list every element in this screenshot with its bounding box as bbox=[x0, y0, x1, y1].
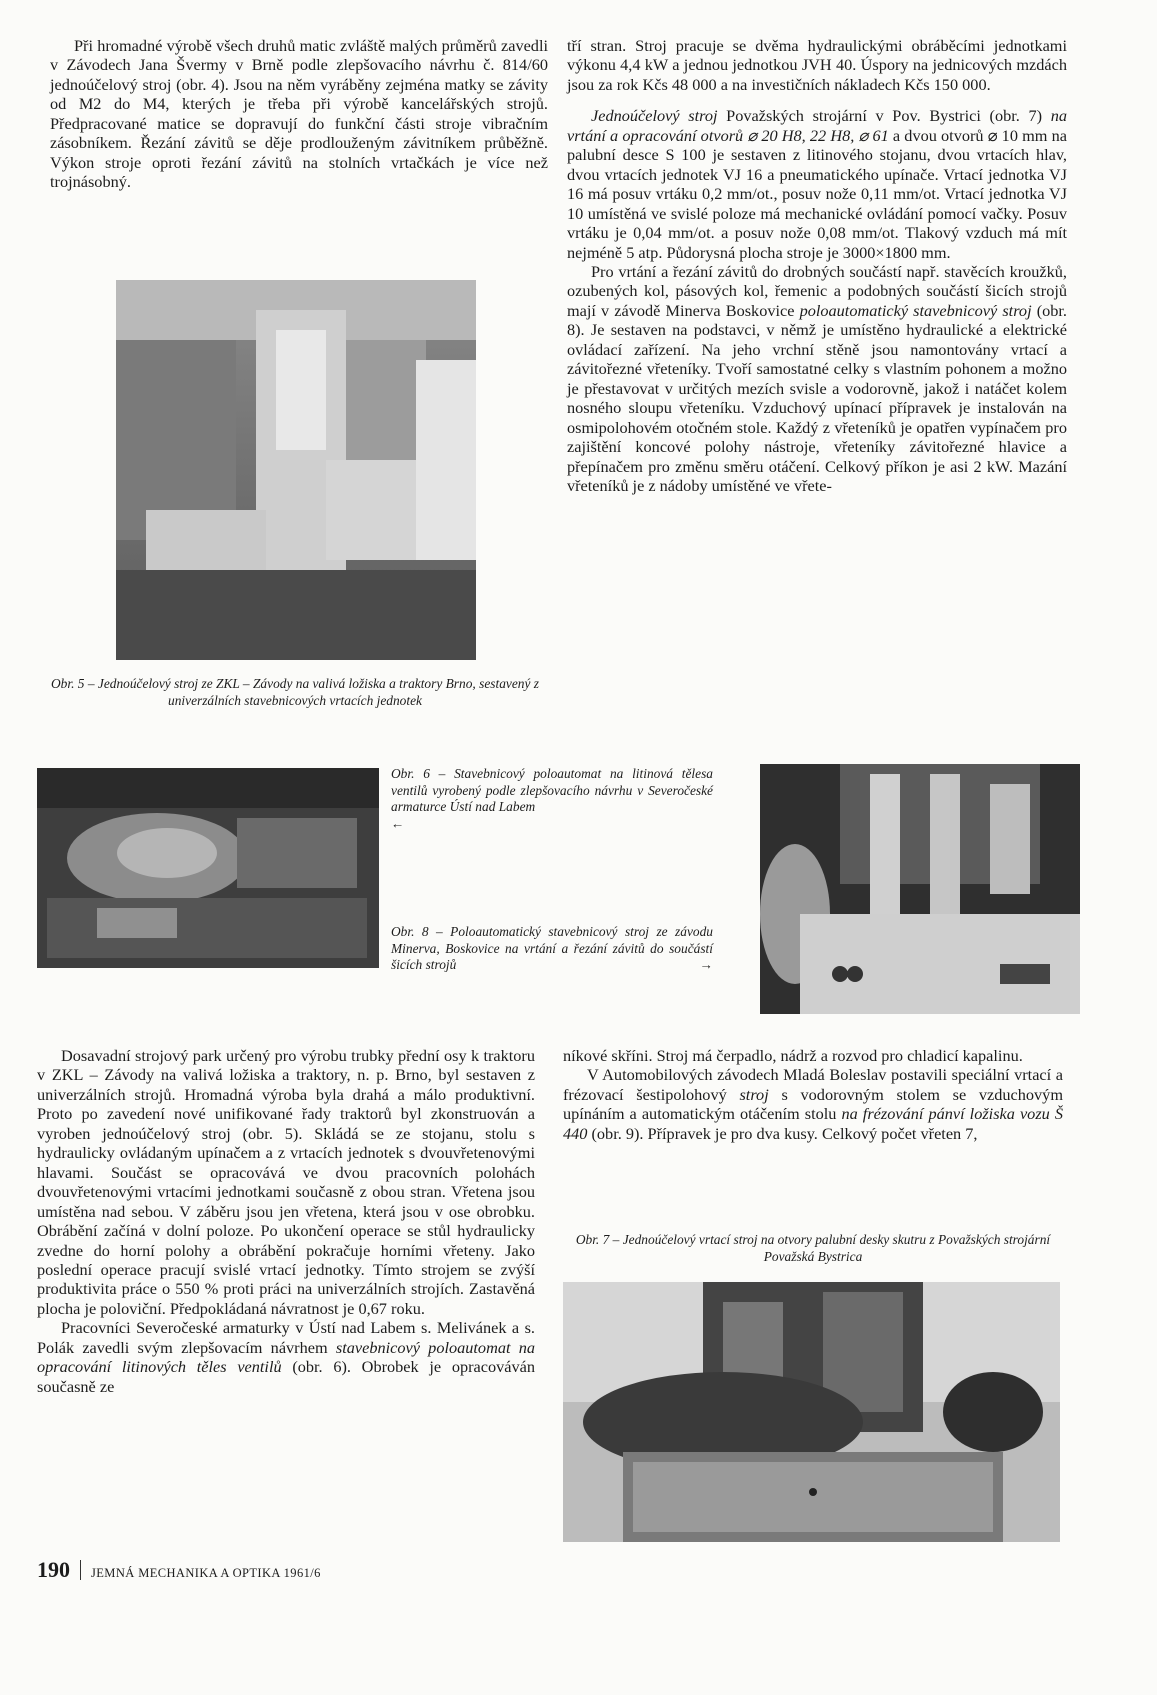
text-run: V Automobilových závodech Mladá Boleslav postavili speciální vrtací a frézovací šestipolohový bbox=[563, 1065, 1063, 1104]
paragraph: Dosavadní strojový park určený pro výrobu trubky přední osy k traktoru v ZKL – Závody na valivá ložiska a traktory, n. p. Brno, byl sestaven z univerzálních strojů. Hromadná výroba byla drahá a málo produktivní. Proto po zavedení nové unifikované řady traktorů byl zkonstruován a vyroben jednoúčelový stroj (obr. 5). Skládá se ze stojanu, stolu s hydraulicky ovládaným upínačem a z vrtacích jednotek s dvouvřetenovými hlavami. Součást se opracovává ve dvou pracovních polohách dvouvřetenovými vrtacími jednotkami současně z obou stran. Vřetena jsou umístěna nad sebou. V záběru jsou jen vřetena, která jsou v ose obrobku. Obrábění začíná v dolní poloze. Po ukončení operace se stůl hydraulicky zvedne do horní polohy a obrábění pokračuje horními vřeteny. Jako poslední operace pracují svislé vrtací jednotky. Tímto strojem se zvýší produktivita práce o 550 % proti práci na univerzálních strojích. Zastavěná plocha je poloviční. Předpokládaná návratnost je 0,67 roku. bbox=[37, 1046, 535, 1318]
paragraph bbox=[563, 1065, 1063, 1143]
text-run: Považských strojární v Pov. Bystrici (obr. 7) bbox=[717, 106, 1051, 126]
paragraph bbox=[37, 1318, 535, 1396]
emphasis: poloautomatický stavebnicový stroj bbox=[799, 300, 1032, 320]
text-run: (obr. 9). Přípravek je pro dva kusy. Celkový počet vřeten 7, bbox=[587, 1123, 978, 1143]
figure-6-caption bbox=[391, 766, 713, 832]
caption-text: Obr. 8 – Poloautomatický stavebnicový stroj ze závodu Minerva, Boskovice na vrtání a řezání závitů do součástí šicích strojů bbox=[391, 924, 713, 972]
text-run: Pracovníci Severočeské armaturky v Ústí nad Labem s. Melivánek a s. Polák zavedli svým zlepšovacím návrhem bbox=[37, 1318, 535, 1357]
footer-divider bbox=[80, 1560, 81, 1580]
paragraph: níkové skříni. Stroj má čerpadlo, nádrž a rozvod pro chladicí kapalinu. bbox=[563, 1046, 1023, 1065]
paragraph: tří stran. Stroj pracuje se dvěma hydraulickými obráběcími jednotkami výkonu 4,4 kW a jednou jednotkou JVH 40. Úspory na jednicových mzdách jsou za rok Kčs 48 000 a na investičních nákladech Kčs 150 000. bbox=[567, 36, 1067, 94]
figure-5-caption: Obr. 5 – Jednoúčelový stroj ze ZKL – Závody na valivá ložiska a traktory Brno, sestavený z univerzálních stavebnicových vrtacích jednotek bbox=[51, 676, 539, 708]
emphasis: stroj bbox=[739, 1084, 769, 1104]
column-right-top bbox=[567, 36, 1067, 495]
paragraph bbox=[567, 106, 1067, 262]
text-run: Pro vrtání a řezání závitů do drobných součástí např. stavěcích kroužků, ozubených kol, pásových kol, řemenic a podobných součástí šicích strojů mají v závodě Minerva Boskovice bbox=[567, 261, 1067, 320]
journal-title: JEMNÁ MECHANIKA A OPTIKA 1961/6 bbox=[91, 1566, 321, 1580]
page-number: 190 bbox=[37, 1557, 70, 1582]
figure-7-photo bbox=[563, 1282, 1060, 1542]
emphasis: na vrtání a opracování otvorů ⌀ 20 H8, 22 H8, ⌀ 61 bbox=[567, 106, 1067, 145]
paragraph bbox=[567, 262, 1067, 495]
text-run: s vodorovným stolem se vzduchovým upínáním a automatickým otáčením stolu bbox=[563, 1084, 1063, 1124]
paragraph: Při hromadné výrobě všech druhů matic zvláště malých průměrů zavedli v Závodech Jana Švermy v Brně podle zlepšovacího návrhu č. 814/60 jednoúčelový stroj (obr. 4). Jsou na něm vyráběny zejména matky se závity od M2 do M4, kterých je třeba při výrobě kancelářských strojů. Předpracované matice se dopravují do funkční části stroje vibračním zásobníkem. Řezání závitů se děje prodlouženým závitníkem průběžně. Výkon stroje oproti řezání závitů na stolních vrtačkách je více než trojnásobný. bbox=[50, 36, 548, 192]
text-run: (obr. 8). Je sestaven na podstavci, v němž je umístěno hydraulické a elektrické ovládací zařízení. Na jeho vrchní stěně jsou namontovány vrtací a závitořezné vřeteníky. Tvoří samostatné celky s vlastním pohonem a možno je přestavovat v určitých mezích svisle a vodorovně, jakož i natáčet kolem nosného sloupu vřeteníku. Vzduchový upínací přípravek je instalován na osmipolohovém otočném stole. Každý z vřeteníků je opatřen vypínačem pro zajištění koncové polohy nástroje, vřeteníky závitořezné hlavice a přepínačem pro změnu směru otáčení. Celkový příkon je asi 2 kW. Mazání vřeteníků je z nádoby umístěné ve vřete- bbox=[567, 300, 1068, 495]
emphasis: na frézování pánví ložiska vozu Š 440 bbox=[563, 1104, 1063, 1143]
text-run: a dvou otvorů ⌀ 10 mm na palubní desce S 100 je sestaven z litinového stojanu, dvou vrtacích hlav, dvou vrtacích jednotek VJ 16 a pneumatického upínače. Vrtací jednotka VJ 16 má posuv vrtáku 0,2 mm/ot., posuv nože 0,11 mm/ot. Vrtací jednotka VJ 10 umístěná ve svislé poloze má mechanické ovládání pomocí vačky. Posuv vrtáku je 0,04 mm/ot. a posuv nože 0,08 mm/ot. Tlakový vzduch má mít nejméně 5 atp. Půdorysná plocha stroje je 3000×1800 mm. bbox=[567, 125, 1067, 262]
figure-8-caption bbox=[391, 924, 713, 974]
emphasis: Jednoúčelový stroj bbox=[591, 106, 718, 126]
column-left-top bbox=[50, 36, 548, 192]
figure-8-photo bbox=[760, 764, 1080, 1014]
column-left-bottom bbox=[37, 1046, 535, 1396]
figure-6-photo bbox=[37, 768, 379, 968]
arrow-right-icon: → bbox=[699, 957, 713, 972]
page-footer bbox=[37, 1557, 321, 1583]
caption-text: Obr. 6 – Stavebnicový poloautomat na litinová tělesa ventilů vyrobený podle zlepšovacího návrhu v Severočeské armaturce Ústí nad Labem bbox=[391, 766, 713, 814]
arrow-left-icon: ← bbox=[391, 815, 405, 831]
figure-7-caption: Obr. 7 – Jednoúčelový vrtací stroj na otvory palubní desky skutru z Považských strojární Považská Bystrica bbox=[575, 1232, 1051, 1264]
text-run: (obr. 6). Obrobek je opracováván současně ze bbox=[37, 1357, 535, 1396]
figure-5-photo bbox=[116, 280, 476, 660]
column-right-bottom bbox=[563, 1046, 1063, 1143]
emphasis: stavebnicový poloautomat na opracování litinových těles ventilů bbox=[37, 1337, 536, 1377]
